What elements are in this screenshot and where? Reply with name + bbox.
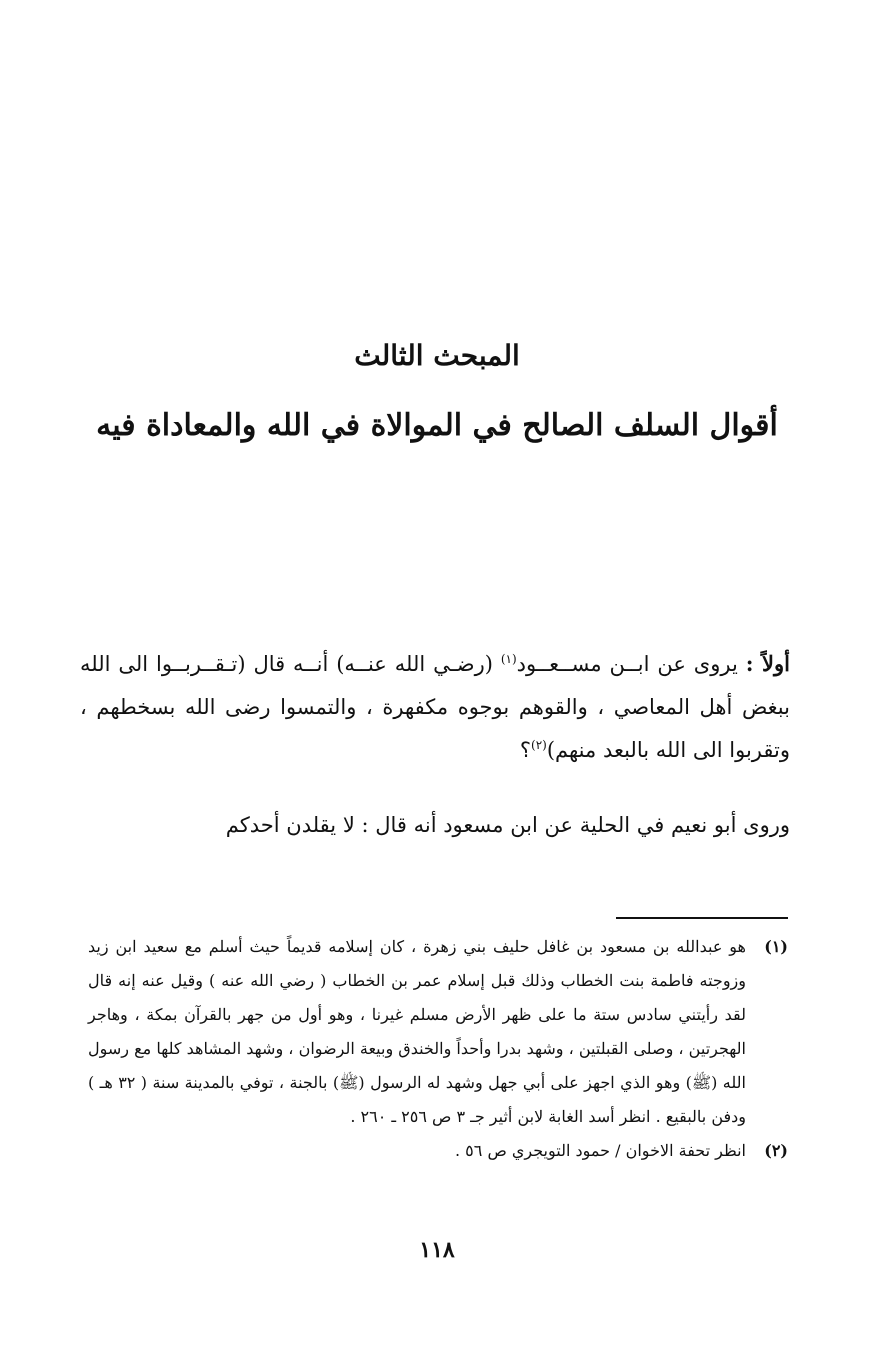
footnote-item [88,1134,788,1168]
footnote-ref-1[interactable]: (١) [500,652,517,666]
paragraph-text-part2: (رضـي الله عنــه) أنــه قال (تـقــربــوا الى الله ببغض أهل المعاصي ، والقوهم بوجوه مكفهرة ، والتمسوا رضى الله بسخطهم ، وتقربوا الى الله بالبعد منهم) [80,652,790,762]
footnote-number: (١) [764,937,788,956]
paragraph-text-part3: ؟ [519,738,531,762]
page-number: ١١٨ [419,1237,455,1263]
chapter-title: أقوال السلف الصالح في الموالاة في الله والمعاداة فيه [96,408,778,443]
section-label: المبحث الثالث [354,339,520,372]
footnotes [88,930,788,1168]
footnote-ref-2[interactable]: (٢) [531,738,547,752]
footnote-item [88,930,788,1134]
paragraph-second: وروى أبو نعيم في الحلية عن ابن مسعود أنه قال : لا يقلدن أحدكم [225,813,790,837]
paragraph-first [80,642,790,772]
paragraph-lead: أولاً : [745,651,790,676]
paragraph-text-part1: يروى عن ابــن مســعــود [516,652,738,676]
footnote-divider [616,917,788,919]
footnote-text: انظر تحفة الاخوان / حمود التويجري ص ٥٦ . [455,1141,746,1160]
footnote-number: (٢) [764,1141,788,1160]
footnote-text: هو عبدالله بن مسعود بن غافل حليف بني زهرة ، كان إسلامه قديماً حيث أسلم مع سعيد ابن زيد وزوجته فاطمة بنت الخطاب وذلك قبل إسلام عمر بن الخطاب ( رضي الله عنه ) وقيل عنه إنه قال لقد رأيتني سادس ستة ما على ظهر الأرض مسلم غيرنا ، وهو أول من جهر بالقرآن بمكة ، وهاجر الهجرتين ، وصلى القبلتين ، وشهد بدرا وأحداً والخندق وبيعة الرضوان ، وشهد المشاهد كلها مع رسول الله (ﷺ) وهو الذي اجهز على أبي جهل وشهد له الرسول (ﷺ) بالجنة ، توفي بالمدينة سنة ( ٣٢ هـ ) ودفن بالبقيع . انظر أسد الغابة لابن أثير جـ ٣ ص ٢٥٦ ـ ٢٦٠ . [88,937,747,1126]
